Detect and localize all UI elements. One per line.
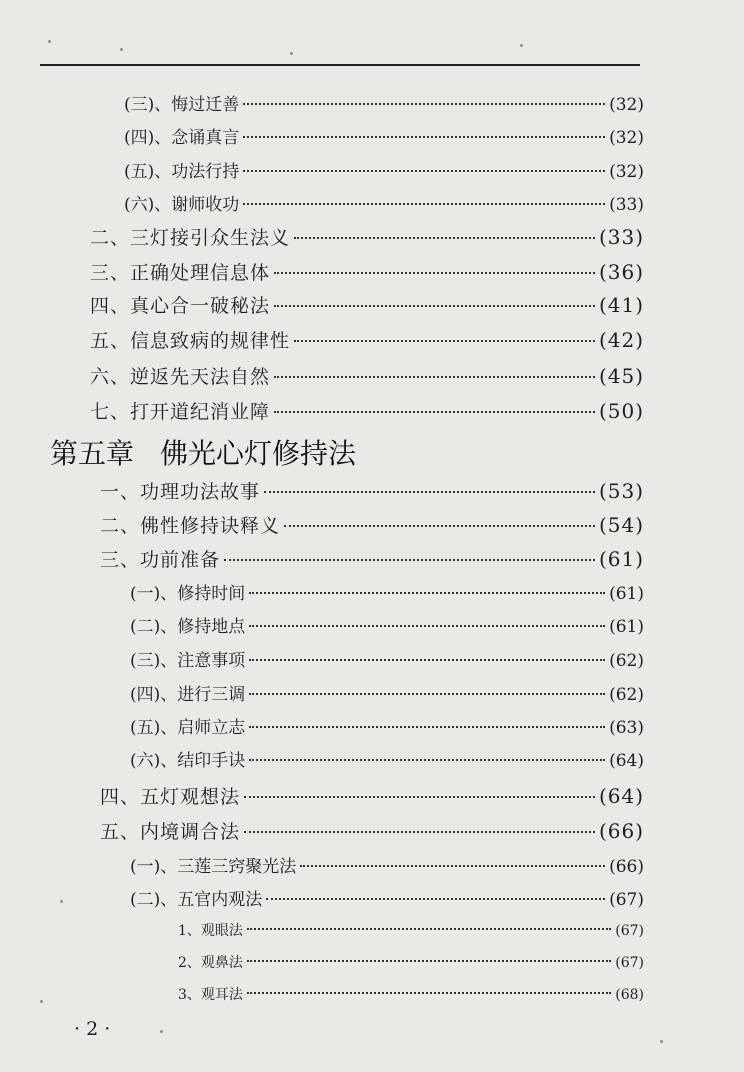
toc-entry	[124, 190, 644, 215]
toc-entry	[100, 477, 644, 504]
page-number: · 2 ·	[74, 1018, 111, 1040]
toc-entry	[130, 713, 644, 738]
toc-entry-label: (五)、启师立志	[130, 718, 246, 738]
toc-entry-page: (53)	[598, 479, 644, 503]
toc-leader-dots	[244, 831, 595, 833]
toc-entry-page: (64)	[609, 751, 644, 771]
toc-entry	[90, 291, 644, 318]
toc-entry	[100, 545, 644, 572]
toc-entry-label: (四)、念诵真言	[124, 128, 240, 148]
toc-leader-dots	[300, 865, 605, 867]
toc-leader-dots	[243, 170, 605, 172]
toc-entry	[130, 746, 644, 771]
toc-entry-page: (32)	[609, 95, 644, 115]
chapter-title: 佛光心灯修持法	[160, 437, 357, 470]
toc-entry	[124, 90, 644, 115]
toc-leader-dots	[249, 592, 605, 594]
toc-entry	[100, 782, 644, 809]
toc-leader-dots	[249, 759, 605, 761]
toc-entry-label: 四、真心合一破秘法	[90, 295, 271, 317]
toc-leader-dots	[249, 693, 605, 695]
toc-entry	[90, 397, 644, 424]
toc-entry-label: 二、三灯接引众生法义	[90, 227, 291, 249]
toc-entry-page: (67)	[615, 955, 644, 971]
speck	[160, 1030, 163, 1033]
toc-leader-dots	[247, 928, 611, 930]
toc-entry-page: (61)	[598, 547, 644, 571]
toc-entry-page: (63)	[609, 718, 644, 738]
toc-entry-page: (41)	[598, 293, 644, 317]
toc-entry	[130, 579, 644, 604]
toc-entry-page: (67)	[609, 890, 644, 910]
toc-leader-dots	[264, 491, 595, 493]
toc-entry-label: (三)、悔过迁善	[124, 95, 240, 115]
toc-leader-dots	[249, 659, 605, 661]
toc-entry-page: (61)	[609, 584, 644, 604]
toc-entry-label: 五、信息致病的规律性	[90, 330, 291, 352]
toc-entry-page: (62)	[609, 651, 644, 671]
toc-entry-page: (64)	[598, 784, 644, 808]
toc-leader-dots	[284, 525, 595, 527]
toc-entry	[130, 885, 644, 910]
toc-entry-label: 一、功理功法故事	[100, 481, 261, 503]
toc-leader-dots	[294, 340, 595, 342]
toc-entry	[90, 326, 644, 353]
toc-leader-dots	[249, 726, 605, 728]
toc-entry-page: (62)	[609, 685, 644, 705]
toc-entry	[178, 984, 644, 1004]
toc-entry	[130, 680, 644, 705]
toc-entry-label: 1、观眼法	[178, 923, 243, 939]
speck	[40, 1000, 43, 1003]
toc-entry-page: (54)	[598, 513, 644, 537]
toc-leader-dots	[266, 898, 605, 900]
toc-entry-page: (50)	[598, 399, 644, 423]
toc-leader-dots	[243, 103, 605, 105]
chapter-number: 第五章	[50, 437, 135, 470]
toc-entry-label: (六)、谢师收功	[124, 195, 240, 215]
toc-leader-dots	[243, 203, 605, 205]
toc-leader-dots	[247, 992, 611, 994]
toc-entry-page: (66)	[598, 819, 644, 843]
toc-entry-page: (67)	[615, 923, 644, 939]
toc-entry-label: 三、功前准备	[100, 549, 221, 571]
chapter-heading	[50, 432, 356, 472]
toc-entry-page: (32)	[609, 128, 644, 148]
toc-entry	[178, 952, 644, 972]
toc-entry-label: (四)、进行三调	[130, 685, 246, 705]
speck	[660, 1040, 663, 1043]
toc-entry	[130, 852, 644, 877]
toc-entry-label: (二)、五官内观法	[130, 890, 263, 910]
toc-entry-label: 三、正确处理信息体	[90, 262, 271, 284]
toc-leader-dots	[247, 960, 611, 962]
toc-leader-dots	[274, 272, 595, 274]
header-rule	[40, 64, 640, 66]
toc-entry	[90, 362, 644, 389]
toc-entry-label: (六)、结印手诀	[130, 751, 246, 771]
toc-entry	[90, 258, 644, 285]
speck	[48, 40, 51, 43]
toc-entry-label: (一)、修持时间	[130, 584, 246, 604]
toc-entry-label: 二、佛性修持诀释义	[100, 515, 281, 537]
toc-entry	[100, 817, 644, 844]
toc-leader-dots	[224, 559, 595, 561]
toc-entry	[124, 123, 644, 148]
toc-entry-label: (一)、三莲三窍聚光法	[130, 857, 297, 877]
toc-entry-label: 五、内境调合法	[100, 821, 241, 843]
toc-entry-page: (42)	[598, 328, 644, 352]
speck	[520, 44, 523, 47]
speck	[60, 900, 63, 903]
toc-leader-dots	[249, 625, 605, 627]
toc-leader-dots	[274, 305, 595, 307]
speck	[290, 52, 293, 55]
speck	[120, 48, 123, 51]
toc-entry	[90, 223, 644, 250]
toc-entry-label: 四、五灯观想法	[100, 786, 241, 808]
toc-entry-label: (五)、功法行持	[124, 162, 240, 182]
toc-entry-page: (32)	[609, 162, 644, 182]
toc-entry-label: (三)、注意事项	[130, 651, 246, 671]
toc-entry-label: 3、观耳法	[178, 987, 243, 1003]
toc-entry-page: (45)	[598, 364, 644, 388]
toc-leader-dots	[294, 237, 595, 239]
toc-entry	[124, 157, 644, 182]
toc-entry-label: 七、打开道纪消业障	[90, 401, 271, 423]
toc-entry-page: (68)	[615, 987, 644, 1003]
toc-entry-page: (61)	[609, 617, 644, 637]
toc-entry-label: 六、逆返先天法自然	[90, 366, 271, 388]
toc-leader-dots	[244, 796, 595, 798]
toc-entry	[178, 920, 644, 940]
toc-entry-page: (66)	[609, 857, 644, 877]
toc-entry	[130, 612, 644, 637]
toc-entry-label: 2、观鼻法	[178, 955, 243, 971]
toc-leader-dots	[243, 136, 605, 138]
toc-entry-page: (33)	[609, 195, 644, 215]
toc-entry	[130, 646, 644, 671]
toc-entry-label: (二)、修持地点	[130, 617, 246, 637]
toc-leader-dots	[274, 411, 595, 413]
toc-entry-page: (33)	[598, 225, 644, 249]
toc-entry-page: (36)	[598, 260, 644, 284]
toc-entry	[100, 511, 644, 538]
toc-leader-dots	[274, 376, 595, 378]
